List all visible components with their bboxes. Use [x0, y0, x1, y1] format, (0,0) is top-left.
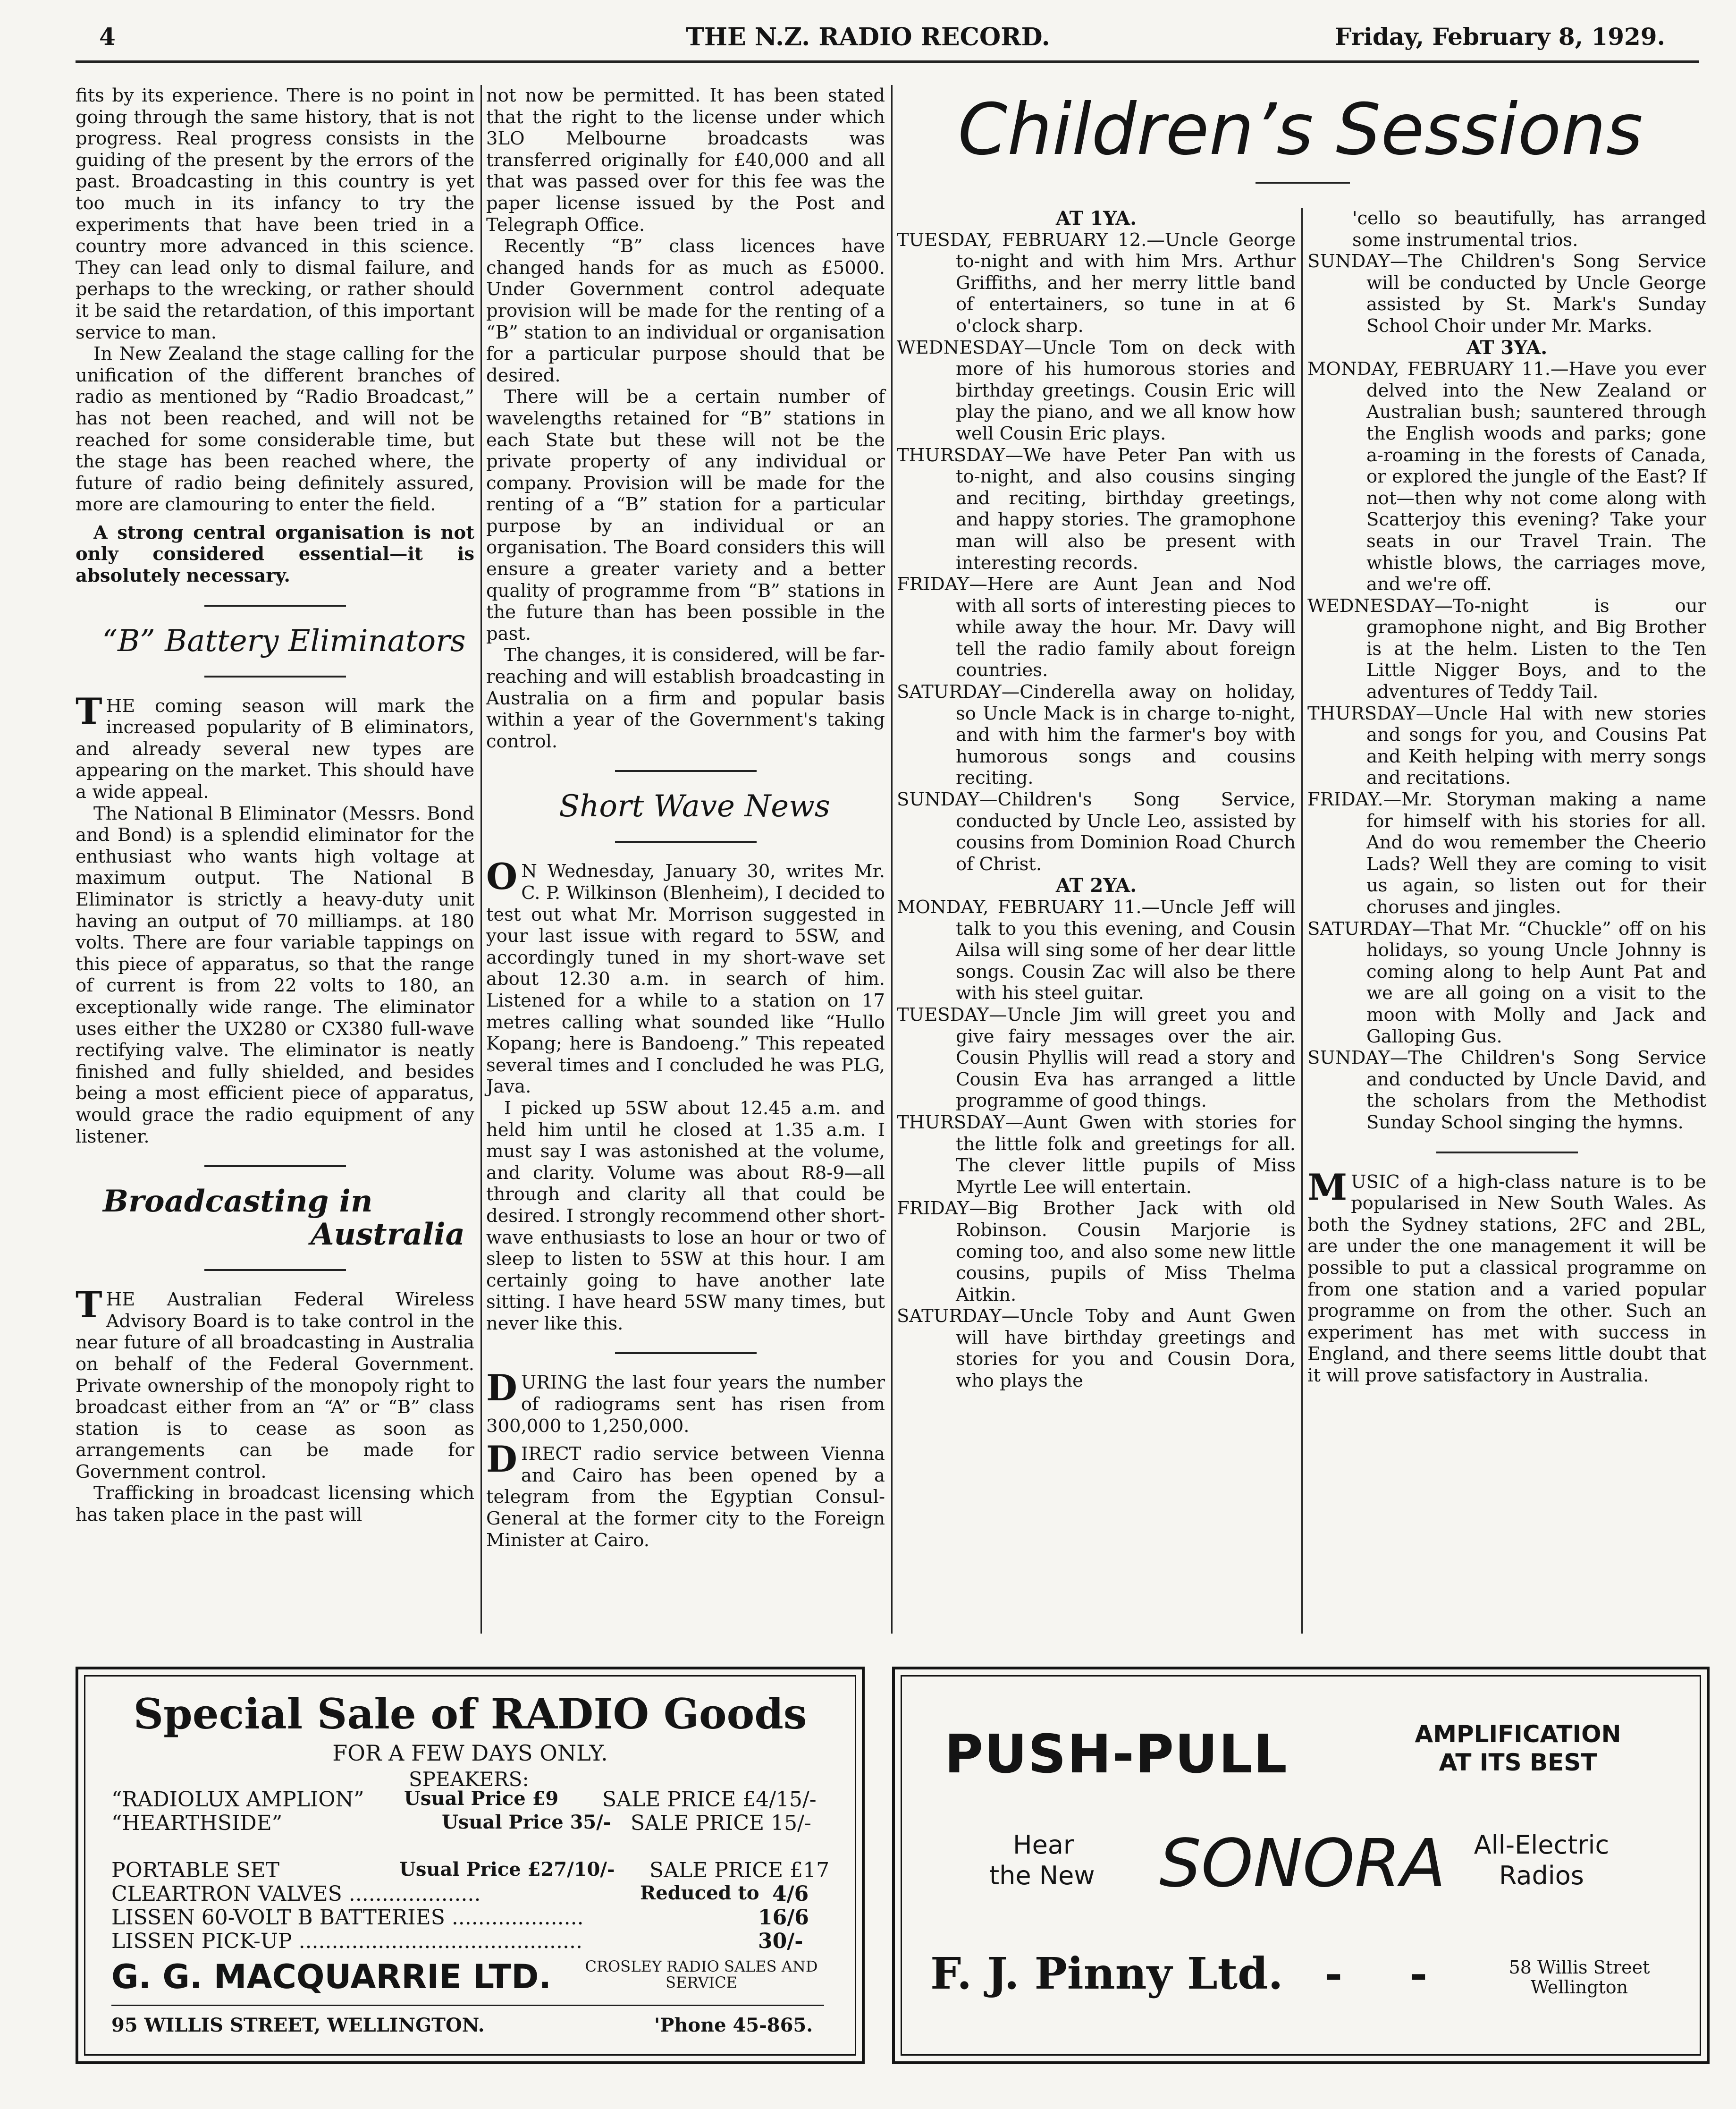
separator-dash: - [1324, 1948, 1343, 1999]
masthead-title: THE N.Z. RADIO RECORD. [686, 23, 1050, 51]
paragraph: The National B Eliminator (Messrs. Bond and Bond) is a splendid eliminator for the enthusiast who wants high voltage at maximum output. The National B Eliminator is strictly a heavy-duty unit having an output of 70 milliamps. at 180 volts. There are four variable tappings on this piece of apparatus, so that the range of current is from 22 volts to 180, an exceptionally wide range. The eliminator uses either the UX280 or CX380 full-wave rectifying valve. The eliminator is neatly finished and fully shielded, and besides being a most efficient piece of apparatus, would grace the radio equipment of any listener. [76, 803, 474, 1147]
speakers-heading: SPEAKERS: [409, 1768, 529, 1791]
session-item: MONDAY, FEBRUARY 11.—Have you ever delved into the New Zealand or Australian bush; sauntered through the English woods and parks; gone a-roaming in the forests of Canada, or explored the jungle of the East? If not—then why not come along with Scatterjoy this evening? Take your seats in our Travel Train. The whistle blows, the carriages move, and we're off. [1307, 358, 1706, 595]
session-item: SATURDAY—That Mr. “Chuckle” off on his holidays, so young Uncle Johnny is coming along to help Aunt Pat and we are all going on a visit to the moon with Molly and Jack and Galloping Gus. [1307, 918, 1706, 1047]
hear-line: the New [989, 1861, 1095, 1890]
sale-row-price: 16/6 [758, 1906, 809, 1930]
column-rule [1301, 208, 1303, 1634]
station-heading-3ya: AT 3YA. [1466, 336, 1548, 359]
paragraph: not now be permitted. It has been stated that the right to the license under which 3LO Melbourne broadcasts was transferred originally for £40,000 and all that was passed over for this fee was the paper license issued by the Post and Telegraph Office. [486, 85, 885, 236]
session-item-continued: 'cello so beautifully, has arranged some instrumental trios. [1352, 208, 1706, 251]
column-rule [891, 85, 893, 1634]
paragraph: In New Zealand the stage calling for the unification of the different branches of radio as mentioned by “Radio Broadcast,” has not been reached, and will not be reached for some considerable time, but the stage has been reached where, the future of radio being definitely assured, more are clamouring to enter the field. [76, 343, 474, 516]
sale-row-item: LISSEN PICK-UP ........................................... [111, 1929, 582, 1953]
session-item: SATURDAY—Cinderella away on holiday, so Uncle Mack is in charge to-night, and with him the farmer's boy with humorous songs and cousins reciting. [897, 681, 1296, 789]
sale-row-price: SALE PRICE £4/15/- [602, 1787, 817, 1812]
all-electric-line: Radios [1499, 1861, 1584, 1890]
section-divider [204, 1165, 346, 1167]
page-number: 4 [99, 23, 116, 51]
paragraph: There will be a certain number of wavelengths retained for “B” stations in each State but these will not be the private property of any individual or company. Provision will be made for the renting of a “B” station for a particular purpose by an individual or an organisation. The Board considers this will ensure a greater variety and a better quality of programme from “B” stations in the future than has been possible in the past. [486, 386, 885, 644]
section-divider [615, 841, 757, 843]
session-item: SUNDAY—The Children's Song Service will be conducted by Uncle George assisted by St. Mark's Sunday School Choir under Mr. Marks. [1307, 251, 1706, 337]
sale-row-usual: Usual Price £9 [404, 1787, 559, 1810]
drop-cap: M [1307, 1166, 1348, 1208]
advert-push-pull [892, 1667, 1710, 2064]
paragraph: MUSIC of a high-class nature is to be popularised in New South Wales. As both the Sydney stations, 2FC and 2BL, are under the one management it will be possible to put a classical programme on from one station and a varied popular programme on from the other. Such an experiment has met with success in England, and there seems little doubt that it will prove satisfactory in Australia. [1307, 1166, 1706, 1386]
emphasis-paragraph: A strong central organisation is not only considered essential—it is absolutely necessary. [76, 522, 474, 587]
amplification-line: AMPLIFICATION [1415, 1720, 1621, 1748]
section-divider [615, 1352, 757, 1354]
section-title-short-wave: Short Wave News [559, 789, 830, 824]
session-item: WEDNESDAY—Uncle Tom on deck with more of his humorous stories and birthday greetings. Cousin Eric will play the piano, and we all know how well Cousin Eric plays. [897, 337, 1296, 444]
sale-row-item: CLEARTRON VALVES .................... [111, 1882, 481, 1906]
sale-row-item: LISSEN 60-VOLT B BATTERIES .................... [111, 1906, 584, 1930]
paragraph: fits by its experience. There is no point in going through the same history, that is not progress. Real progress consists in the guiding of the present by the errors of the past. Broadcasting in this country is yet too much in its infancy to try the experiments that have been tried in a country more advanced in this science. They can lead only to dismal failure, and perhaps to the wrecking, or rather should it be said the retardation, of this important service to man. [76, 85, 474, 343]
section-divider [1436, 1152, 1578, 1153]
sale-row-price: SALE PRICE £17 [649, 1858, 830, 1882]
section-divider [204, 1269, 346, 1271]
section-divider [615, 770, 757, 772]
childrens-sessions-title: Children’s Sessions [958, 89, 1643, 171]
session-item: SUNDAY—The Children's Song Service and conducted by Uncle David, and the scholars from the Methodist Sunday School singing the hymns. [1307, 1047, 1706, 1133]
drop-cap: D [486, 1367, 517, 1409]
drop-cap: T [76, 690, 102, 732]
header-rule [76, 60, 1699, 63]
drop-cap: T [76, 1284, 102, 1326]
sale-row-usual: Usual Price £27/10/- [399, 1858, 615, 1880]
paragraph: O N Wednesday, January 30, writes Mr. C. P. Wilkinson (Blenheim), I decided to test out what Mr. Morrison suggested in your last issue with regard to 5SW, and accordingly tuned in my short-wave set about 12.30 a.m. in search of him. Listened for a while to a station on 17 metres calling what sounded like “Hullo Kopang; here is Bandoeng.” This repeated several times and I concluded he was PLG, Java. [486, 855, 885, 1098]
sale-row-price: SALE PRICE 15/- [631, 1811, 811, 1835]
session-item: FRIDAY—Big Brother Jack with old Robinson. Cousin Marjorie is coming too, and also some new little cousins, pupils of Miss Thelma Aitkin. [897, 1198, 1296, 1305]
drop-cap: O [486, 855, 518, 898]
advert-rule [111, 2005, 824, 2006]
company-phone: 'Phone 45-865. [654, 2014, 813, 2036]
section-title-australia-1: Broadcasting in [103, 1184, 373, 1220]
crosley-service: CROSLEY RADIO SALES AND SERVICE [585, 1957, 818, 1991]
issue-date: Friday, February 8, 1929. [1335, 23, 1665, 51]
paragraph: The changes, it is considered, will be far-reaching and will establish broadcasting in Australia on a firm and popular basis within a year of the Government's taking control. [486, 644, 885, 752]
column-rule [480, 85, 482, 1634]
session-item: SATURDAY—Uncle Toby and Aunt Gwen will have birthday greetings and stories for you and Cousin Dora, who plays the [897, 1305, 1296, 1392]
separator-dash: - [1409, 1948, 1428, 1999]
paragraph: THE Australian Federal Wireless Advisory Board is to take control in the near future of all broadcasting in Australia on behalf of the Federal Government. Private ownership of the monopoly right to broadcast either from an “A” or “B” class station is to cease as soon as arrangements can be made for Government control. [76, 1284, 474, 1482]
sale-row-usual: Reduced to [640, 1882, 759, 1904]
paragraph: DURING the last four years the number of radiograms sent has risen from 300,000 to 1,250,000. [486, 1367, 885, 1437]
sale-row-item: “RADIOLUX AMPLION” [111, 1787, 364, 1812]
paragraph: Recently “B” class licences have changed hands for as much as £5000. Under Government control adequate provision will be made for the renting of a “B” station to an individual or organisation for a particular purpose should that be desired. [486, 236, 885, 386]
title-divider [1256, 182, 1350, 184]
session-item: WEDNESDAY—To-night is our gramophone night, and Big Brother is at the helm. Listen to the Ten Little Nigger Boys, and to the adventures of Teddy Tail. [1307, 595, 1706, 703]
sale-row-price: 4/6 [772, 1882, 809, 1906]
paragraph: Trafficking in broadcast licensing which has taken place in the past will [76, 1482, 474, 1526]
session-item: FRIDAY—Here are Aunt Jean and Nod with all sorts of interesting pieces to while away the hour. Mr. Davy will tell the radio family about foreign countries. [897, 574, 1296, 681]
paragraph: I picked up 5SW about 12.45 a.m. and held him until he closed at 1.35 a.m. I must say I was astonished at the volume, and clarity. Volume was about R8-9—all through and clarity all that could be desired. I strongly recommend other short-wave enthusiasts to lose an hour or two of sleep to listen to 5SW at this hour. I am certainly going to have another late sitting. I have heard 5SW many times, but never like this. [486, 1097, 885, 1334]
sale-row-item: PORTABLE SET [111, 1858, 280, 1882]
section-title-b-battery: “B” Battery Eliminators [102, 623, 466, 659]
session-item: SUNDAY—Children's Song Service, conducted by Uncle Leo, assisted by cousins from Dominion Road Church of Christ. [897, 789, 1296, 875]
section-divider [204, 676, 346, 678]
advert-special-sale [76, 1667, 865, 2064]
hear-line: Hear [1013, 1830, 1074, 1860]
session-item: THURSDAY—We have Peter Pan with us to-night, and also cousins singing and reciting, birthday greetings, and happy stories. The gramophone man will also be present with interesting records. [897, 444, 1296, 574]
brand-sonora: SONORA [1159, 1825, 1446, 1902]
session-item: TUESDAY—Uncle Jim will greet you and give fairy messages over the air. Cousin Phyllis will read a story and Cousin Eva has arranged a little programme of good things. [897, 1004, 1296, 1112]
column-4 [1307, 208, 1706, 1386]
column-1 [76, 85, 474, 1526]
company-address: 58 Willis Street [1508, 1957, 1650, 1978]
paragraph: THE coming season will mark the increased popularity of B eliminators, and already several new types are appearing on the market. This should have a wide appeal. [76, 690, 474, 803]
section-title-australia-2: Australia [310, 1217, 465, 1253]
column-3 [897, 208, 1296, 1392]
advert-subtitle: FOR A FEW DAYS ONLY. [332, 1740, 608, 1766]
session-item: THURSDAY—Aunt Gwen with stories for the little folk and greetings for all. The clever little pupils of Miss Myrtle Lee will entertain. [897, 1111, 1296, 1198]
drop-cap: D [486, 1438, 517, 1481]
session-item: TUESDAY, FEBRUARY 12.—Uncle George to-night and with him Mrs. Arthur Griffiths, and her merry little band of entertainers, so tune in at 6 o'clock sharp. [897, 229, 1296, 337]
all-electric-line: All-Electric [1474, 1830, 1610, 1860]
company-address: 95 WILLIS STREET, WELLINGTON. [111, 2014, 485, 2036]
session-item: THURSDAY—Uncle Hal with new stories and songs for you, and Cousins Pat and Keith helping with merry songs and recitations. [1307, 703, 1706, 789]
paragraph: DIRECT radio service between Vienna and Cairo has been opened by a telegram from the Egyptian Consul-General at the former city to the Foreign Minister at Cairo. [486, 1438, 885, 1551]
advert-title: Special Sale of RADIO Goods [133, 1689, 807, 1738]
sale-row-price: 30/- [758, 1929, 803, 1953]
sale-row-item: “HEARTHSIDE” [111, 1811, 283, 1835]
company-name: F. J. Pinny Ltd. [930, 1948, 1283, 1999]
session-item: FRIDAY.—Mr. Storyman making a name for himself with his stories for all. And do wou remember the Cheerio Lads? Well they are coming to visit us again, so listen out for their choruses and jingles. [1307, 789, 1706, 918]
section-divider [204, 605, 346, 607]
station-heading-2ya: AT 2YA. [1055, 874, 1137, 897]
advert-title: PUSH-PULL [944, 1724, 1288, 1785]
company-address: Wellington [1530, 1977, 1628, 1998]
session-item: MONDAY, FEBRUARY 11.—Uncle Jeff will talk to you this evening, and Cousin Ailsa will sing some of her dear little songs. Cousin Zac will also be there with his steel guitar. [897, 897, 1296, 1004]
station-heading-1ya: AT 1YA. [1055, 207, 1137, 229]
amplification-line: AT ITS BEST [1439, 1749, 1597, 1776]
column-2 [486, 85, 885, 1551]
company-name: G. G. MACQUARRIE LTD. [111, 1957, 551, 1996]
sale-row-usual: Usual Price 35/- [442, 1811, 611, 1833]
